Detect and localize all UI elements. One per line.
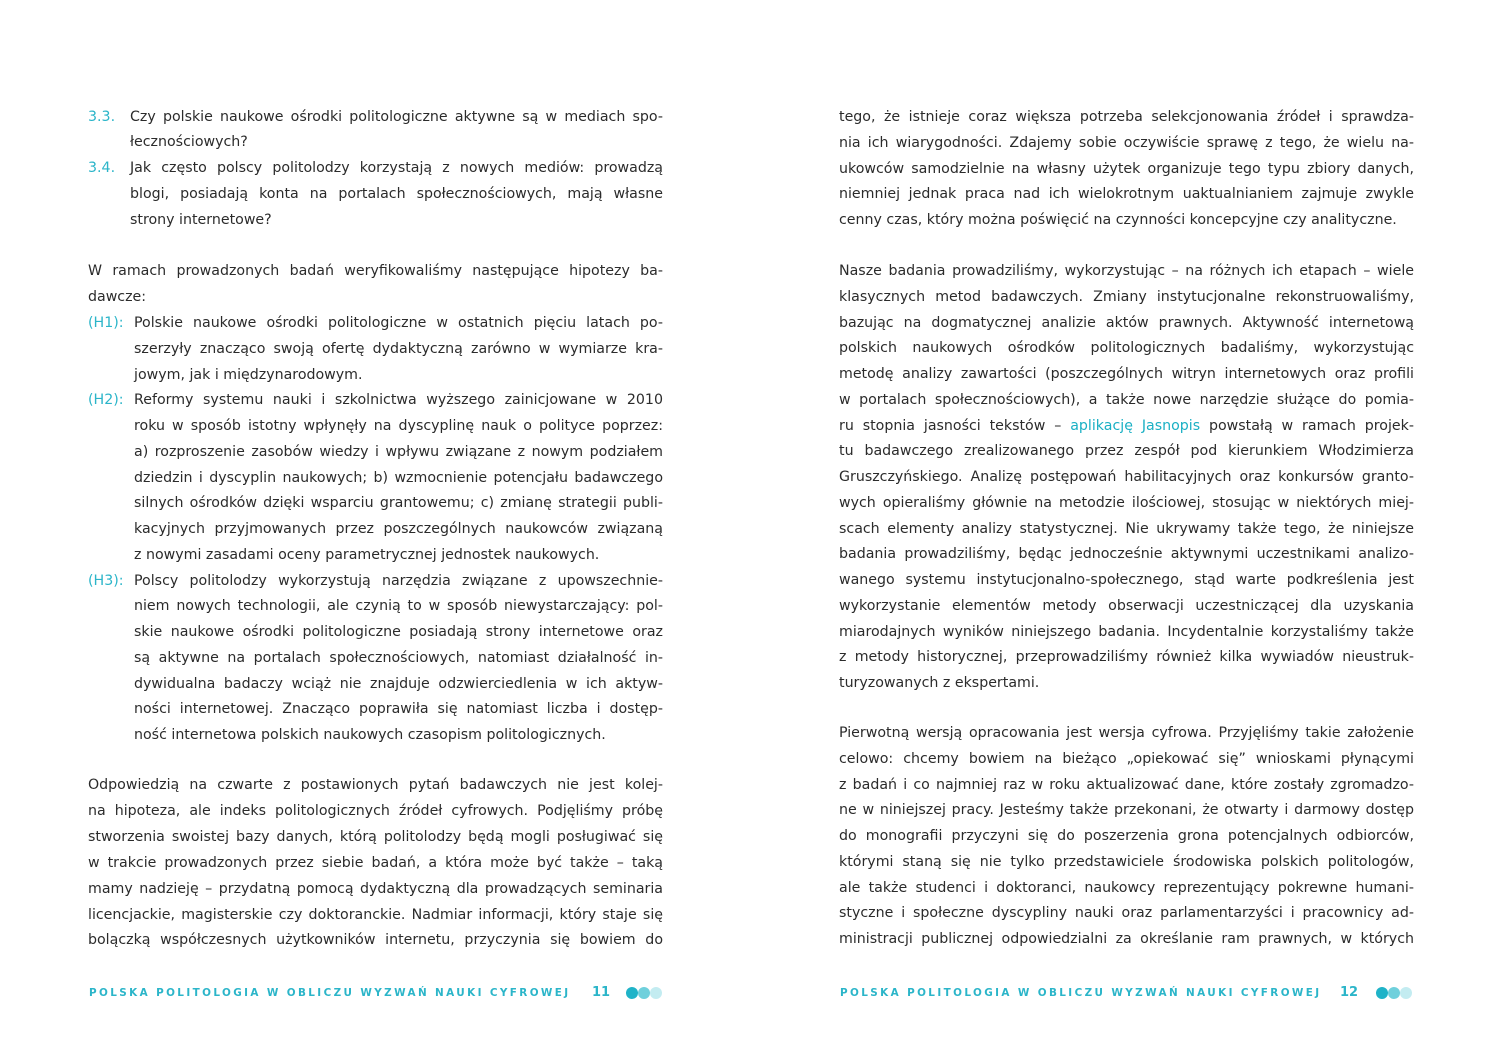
line-text: klasycznych metod badawczych. Zmiany instytucjonalne rekonstruowaliśmy, (839, 288, 1414, 305)
line-text: turyzowanych z ekspertami. (839, 675, 1040, 691)
line-text: niem nowych technologii, ale czynią to w sposób niewystarczający: pol- (134, 598, 663, 615)
line-text: skie naukowe ośrodki politologiczne posiadają strony internetowe oraz (134, 624, 663, 640)
line-text (839, 413, 1414, 439)
text-line (839, 619, 1414, 645)
text-run: powstałą w ramach projek- (1209, 417, 1414, 434)
left-footer-title: POLSKA POLITOLOGIA W OBLICZU WYZWAŃ NAUKI CYFROWEJ (89, 987, 571, 999)
text-line (839, 104, 1414, 130)
line-text: szerzyły znacząco swoją ofertę dydaktyczną zarówno w wymiarze kra- (134, 340, 663, 357)
text-line (88, 207, 663, 233)
line-text: ne w niniejszej pracy. Jesteśmy także przekonani, że otwarty i darmowy dostęp (839, 802, 1414, 819)
line-text: Gruszczyńskiego. Analizę postępowań habilitacyjnych oraz konkursów granto- (839, 469, 1414, 485)
text-line (88, 798, 663, 824)
text-line (88, 824, 663, 850)
text-line (839, 361, 1414, 387)
line-text: wanego systemu instytucjonalno-społecznego, stąd warte podkreślenia jest (839, 572, 1414, 588)
line-text: nia ich wiarygodności. Zdajemy sobie oczywiście sprawę z tego, że wielu na- (839, 134, 1414, 151)
text-line (88, 542, 663, 568)
text-line (839, 258, 1414, 284)
text-run: ru stopnia jasności tekstów – (839, 417, 1062, 434)
line-text: a) rozproszenie zasobów wiedzy i wpływu związane z nowym podziałem (134, 443, 663, 460)
text-line (88, 284, 663, 310)
dot-icon (638, 987, 650, 999)
item-number: (H2): (88, 392, 124, 409)
text-line (839, 900, 1414, 926)
line-text: wykorzystanie elementów metody obserwacji uczestniczącej dla uzyskania (839, 597, 1414, 614)
text-line (88, 876, 663, 902)
text-line (839, 644, 1414, 670)
line-text: badania prowadziliśmy, będąc jednocześnie aktywnymi uczestnikami analizo- (839, 546, 1414, 563)
text-line (839, 593, 1414, 619)
dot-icon (626, 987, 638, 999)
dot-icon (650, 987, 662, 999)
text-line (839, 670, 1414, 696)
line-text: Nasze badania prowadziliśmy, wykorzystując – na różnych ich etapach – wiele (839, 263, 1414, 279)
text-line (839, 849, 1414, 875)
line-text: scach elementy analizy statystycznej. Nie ukrywamy także tego, że niniejsze (839, 520, 1414, 537)
text-line (839, 130, 1414, 156)
text-line (839, 541, 1414, 567)
text-line (839, 823, 1414, 849)
item-number: 3.4. (88, 160, 116, 176)
text-line (88, 465, 663, 491)
line-text: z nowymi zasadami oceny parametrycznej jednostek naukowych. (134, 546, 600, 563)
text-line (88, 387, 663, 413)
text-line (88, 310, 663, 336)
text-line (839, 181, 1414, 207)
dot-icon (1400, 987, 1412, 999)
line-text: jowym, jak i międzynarodowym. (134, 366, 363, 383)
line-text: W ramach prowadzonych badań weryfikowaliśmy następujące hipotezy ba- (88, 263, 663, 279)
text-line (88, 722, 663, 748)
text-line (839, 875, 1414, 901)
right-page (839, 0, 1414, 1061)
line-text: ministracji publicznej odpowiedzialni za określanie ram prawnych, w których (839, 931, 1414, 947)
line-text: Czy polskie naukowe ośrodki politologiczne aktywne są w mediach spo- (130, 109, 663, 125)
left-page (88, 0, 663, 1061)
text-line (88, 696, 663, 722)
line-text: do monografii przyczyni się do poszerzenia grona potencjalnych odbiorców, (839, 828, 1414, 844)
line-text: na hipoteza, ale indeks politologicznych źródeł cyfrowych. Podjęliśmy próbę (88, 802, 663, 819)
text-line (839, 567, 1414, 593)
line-text: strony internetowe? (130, 212, 272, 228)
text-line (88, 593, 663, 619)
text-line (88, 902, 663, 928)
line-text: kacyjnych przyjmowanych przez poszczególnych naukowców związaną (134, 521, 663, 537)
text-line (88, 671, 663, 697)
text-line (88, 568, 663, 594)
line-text: Jak często polscy politolodzy korzystają z nowych mediów: prowadzą (130, 160, 663, 176)
line-text: Reformy systemu nauki i szkolnictwa wyższego zainicjowane w 2010 (134, 392, 663, 409)
text-line (839, 464, 1414, 490)
text-line (839, 413, 1414, 439)
text-line (88, 619, 663, 645)
line-text: niemniej jednak praca nad ich wielokrotnym uaktualnianiem zajmuje zwykle (839, 186, 1414, 203)
line-text: Polscy politolodzy wykorzystują narzędzia związane z upowszechnie- (134, 572, 663, 589)
line-text: są aktywne na portalach społecznościowych, natomiast działalność in- (134, 649, 663, 666)
line-text: bolączką współczesnych użytkowników internetu, przyczynia się bowiem do (88, 932, 663, 949)
text-line (839, 926, 1414, 952)
line-text: mamy nadzieję – przydatną pomocą dydaktyczną dla prowadzących seminaria (88, 880, 663, 897)
line-text: którymi staną się nie tylko przedstawiciele środowiska polskich politologów, (839, 853, 1414, 870)
dot-icon (1388, 987, 1400, 999)
text-line (839, 156, 1414, 182)
line-text: tu badawczego zrealizowanego przez zespół pod kierunkiem Włodzimierza (839, 443, 1414, 460)
text-line (88, 645, 663, 671)
dot-icon (1376, 987, 1388, 999)
line-text: z badań i co najmniej raz w roku aktualizować dane, które zostały zgromadzo- (839, 776, 1414, 793)
text-line (88, 516, 663, 542)
text-line (88, 439, 663, 465)
text-line (839, 516, 1414, 542)
line-text: styczne i społeczne dyscypliny nauki oraz parlamentarzyści i pracownicy ad- (839, 905, 1414, 922)
text-line (88, 362, 663, 388)
text-line (839, 284, 1414, 310)
text-line (88, 129, 663, 155)
text-line (88, 258, 663, 284)
text-line (839, 490, 1414, 516)
text-line (839, 746, 1414, 772)
line-text: stworzenia swoistej bazy danych, którą politolodzy będą mogli posługiwać się (88, 828, 663, 845)
line-text: Pierwotną wersją opracowania jest wersja cyfrowa. Przyjęliśmy takie założenie (839, 725, 1414, 741)
text-line (839, 335, 1414, 361)
text-line (88, 413, 663, 439)
text-line (88, 850, 663, 876)
line-text: blogi, posiadają konta na portalach społecznościowych, mają własne (130, 186, 663, 202)
jasnopis-link[interactable]: aplikację Jasnopis (1070, 417, 1201, 434)
line-text: silnych ośrodków dzięki wsparciu grantowemu; c) zmianę strategii publi- (134, 495, 663, 512)
line-text: w portalach społecznościowych), a także nowe narzędzie służące do pomia- (839, 391, 1414, 408)
text-line (88, 336, 663, 362)
line-text: ności internetowej. Znacząco poprawiła się natomiast liczba i dostęp- (134, 701, 663, 718)
text-line (88, 104, 663, 130)
line-text: roku w sposób istotny wpłynęły na dyscyplinę nauk o polityce poprzez: (134, 418, 663, 434)
text-line (839, 772, 1414, 798)
text-line (88, 927, 663, 953)
line-text: dywidualna badaczy wciąż nie znajduje odzwierciedlenia w ich aktyw- (134, 675, 663, 692)
line-text: dawcze: (88, 289, 147, 305)
text-line (839, 438, 1414, 464)
line-text: w trakcie prowadzonych przez siebie badań, a która może być także – taką (88, 854, 663, 871)
line-text: dziedzin i dyscyplin naukowych; b) wzmocnienie potencjału badawczego (134, 469, 663, 486)
text-line (839, 310, 1414, 336)
line-text: Polskie naukowe ośrodki politologiczne w ostatnich pięciu latach po- (134, 315, 663, 331)
right-footer-title: POLSKA POLITOLOGIA W OBLICZU WYZWAŃ NAUKI CYFROWEJ (840, 987, 1322, 999)
line-text: tego, że istnieje coraz większa potrzeba selekcjonowania źródeł i sprawdza- (839, 109, 1414, 125)
text-line (839, 797, 1414, 823)
line-text: polskich naukowych ośrodków politologicznych badaliśmy, wykorzystując (839, 340, 1414, 357)
text-line (88, 181, 663, 207)
right-page-number: 12 (1340, 985, 1359, 1000)
line-text: licencjackie, magisterskie czy doktoranckie. Nadmiar informacji, który staje się (88, 906, 663, 923)
line-text: wych opieraliśmy głównie na metodzie ilościowej, stosując w niektórych miej- (839, 494, 1414, 511)
text-line (839, 207, 1414, 233)
line-text: miarodajnych wyników niniejszego badania. Incydentalnie korzystaliśmy także (839, 623, 1414, 640)
item-number: 3.3. (88, 109, 116, 125)
text-line (839, 720, 1414, 746)
line-text: cenny czas, który można poświęcić na czynności koncepcyjne czy analityczne. (839, 212, 1397, 228)
text-line (88, 490, 663, 516)
text-line (88, 155, 663, 181)
line-text: bazując na dogmatycznej analizie aktów prawnych. Aktywność internetową (839, 314, 1414, 331)
item-number: (H3): (88, 572, 124, 589)
line-text: celowo: chcemy bowiem na bieżąco „opiekować się” wnioskami płynącymi (839, 750, 1414, 767)
line-text: ność internetowa polskich naukowych czasopism politologicznych. (134, 727, 606, 743)
line-text: ale także studenci i doktoranci, naukowcy reprezentujący pokrewne humani- (839, 879, 1414, 896)
left-page-number: 11 (592, 985, 611, 1000)
line-text: metodę analizy zawartości (poszczególnych witryn internetowych oraz profili (839, 366, 1414, 382)
line-text: Odpowiedzią na czwarte z postawionych pytań badawczych nie jest kolej- (88, 777, 663, 793)
text-line (839, 387, 1414, 413)
line-text: łecznościowych? (130, 134, 248, 150)
line-text: z metody historycznej, przeprowadziliśmy również kilka wywiadów nieustruk- (839, 649, 1414, 666)
text-line (88, 772, 663, 798)
line-text: ukowców samodzielnie na własny użytek organizuje tego typu zbiory danych, (839, 160, 1414, 177)
item-number: (H1): (88, 315, 124, 331)
